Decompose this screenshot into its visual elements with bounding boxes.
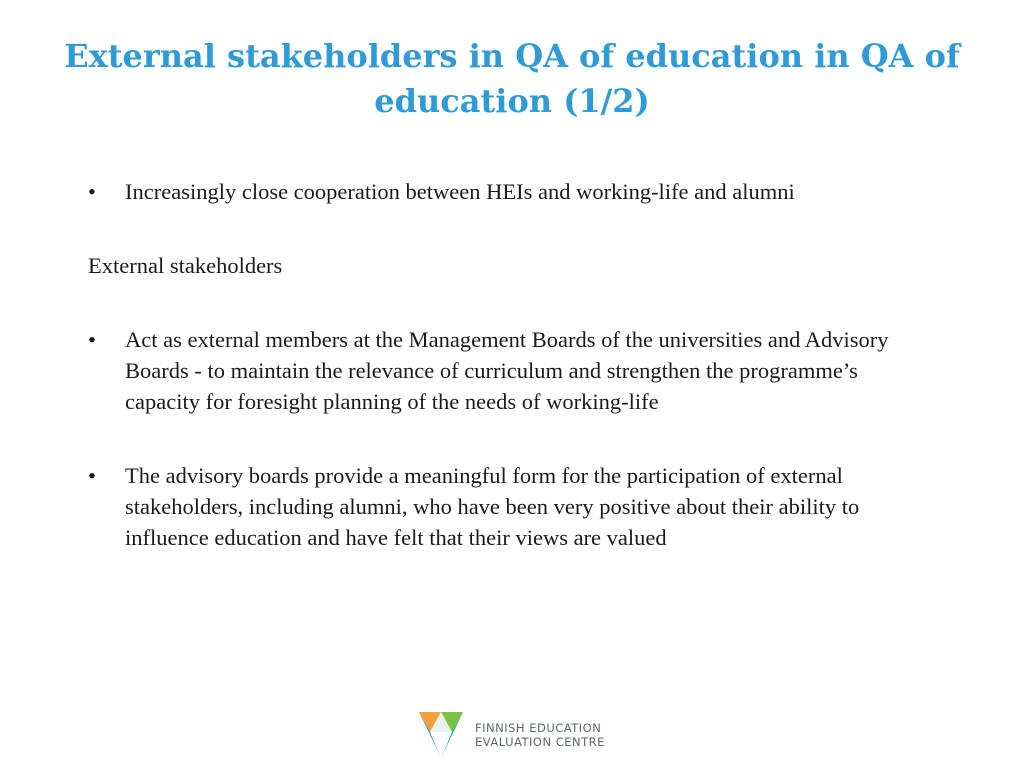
triangle-logo-icon xyxy=(415,710,467,760)
slide-content xyxy=(88,176,918,553)
logo-line-2: EVALUATION CENTRE xyxy=(475,735,605,749)
footer-logo xyxy=(415,710,615,760)
bullet-text-advisory-boards: The advisory boards provide a meaningful form for the participation of external stakeholders, including alumni, who have been very positive about their ability to influence education and have felt that their views are valued xyxy=(125,463,860,550)
bullet-item xyxy=(88,460,918,553)
slide-title: External stakeholders in QA of education in QA of education (1/2) xyxy=(64,37,960,120)
bullet-symbol: • xyxy=(88,179,96,204)
logo-line-1: FINNISH EDUCATION xyxy=(475,721,602,735)
logo-text xyxy=(475,721,605,749)
bullet-text-cooperation: Increasingly close cooperation between HEIs and working-life and alumni xyxy=(125,179,795,204)
bullet-symbol: • xyxy=(88,327,96,352)
bullet-item xyxy=(88,324,918,417)
section-heading: External stakeholders xyxy=(88,253,283,278)
bullet-text-external-members: Act as external members at the Management Boards of the universities and Advisory Boards - to maintain the relevance of curriculum and strengthen the programme’s capacity for foresight planning of the needs of working-life xyxy=(125,327,889,414)
bullet-symbol: • xyxy=(88,463,96,488)
bullet-item xyxy=(88,176,918,207)
